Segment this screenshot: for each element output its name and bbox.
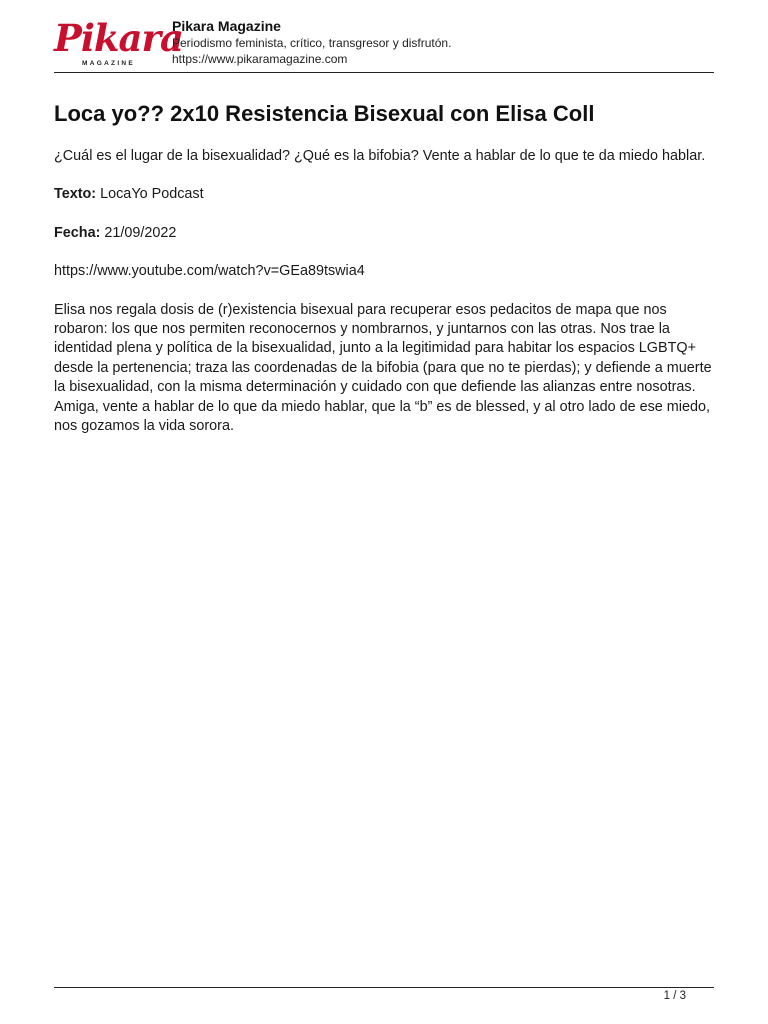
- footer-divider: [54, 987, 714, 988]
- article-date-line: [54, 224, 714, 243]
- logo-wordmark: Pikara: [54, 16, 183, 60]
- article-intro: ¿Cuál es el lugar de la bisexualidad? ¿Qué es la bifobia? Vente a hablar de lo que te da miedo hablar.: [54, 148, 706, 164]
- article-title: Loca yo?? 2x10 Resistencia Bisexual con Elisa Coll: [54, 101, 595, 126]
- page-indicator: 1 / 3: [663, 990, 686, 1002]
- article-body: Elisa nos regala dosis de (r)existencia bisexual para recuperar esos pedacitos de mapa que nos robaron: los que nos permiten reconocernos y nombrarnos, y juntarnos con las otras. Nos trae la identidad plena y política de la bisexualidad, junto a la legitimidad para habitar los espacios LGBTQ+ desde la pertenencia; traza las coordenadas de la bifobia (para que no te pierdas); y defiende a muerte la bisexualidad, con la misma determinación y cuidado con que defiende las alianzas entre nosotras. Amiga, vente a hablar de lo que da miedo hablar, que la “b” es de blessed, y al otro lado de ese miedo, nos gozamos la vida sorora.: [54, 301, 712, 435]
- site-info: [172, 17, 451, 67]
- video-link[interactable]: https://www.youtube.com/watch?v=GEa89tswia4: [54, 263, 365, 280]
- page-header: [54, 14, 714, 72]
- article-author-line: [54, 185, 714, 204]
- logo-subtext: MAGAZINE: [82, 60, 136, 67]
- article-date: 21/09/2022: [104, 224, 177, 241]
- author-label: Texto:: [54, 186, 97, 203]
- header-divider: [54, 72, 714, 73]
- article-content: [54, 100, 714, 455]
- site-tagline: Periodismo feminista, crítico, transgresor y disfrutón.: [172, 36, 452, 50]
- site-name: Pikara Magazine: [172, 18, 281, 34]
- pikara-logo: [54, 16, 183, 72]
- author-name: LocaYo Podcast: [100, 186, 204, 203]
- site-url[interactable]: https://www.pikaramagazine.com: [172, 52, 348, 66]
- date-label: Fecha:: [54, 224, 101, 241]
